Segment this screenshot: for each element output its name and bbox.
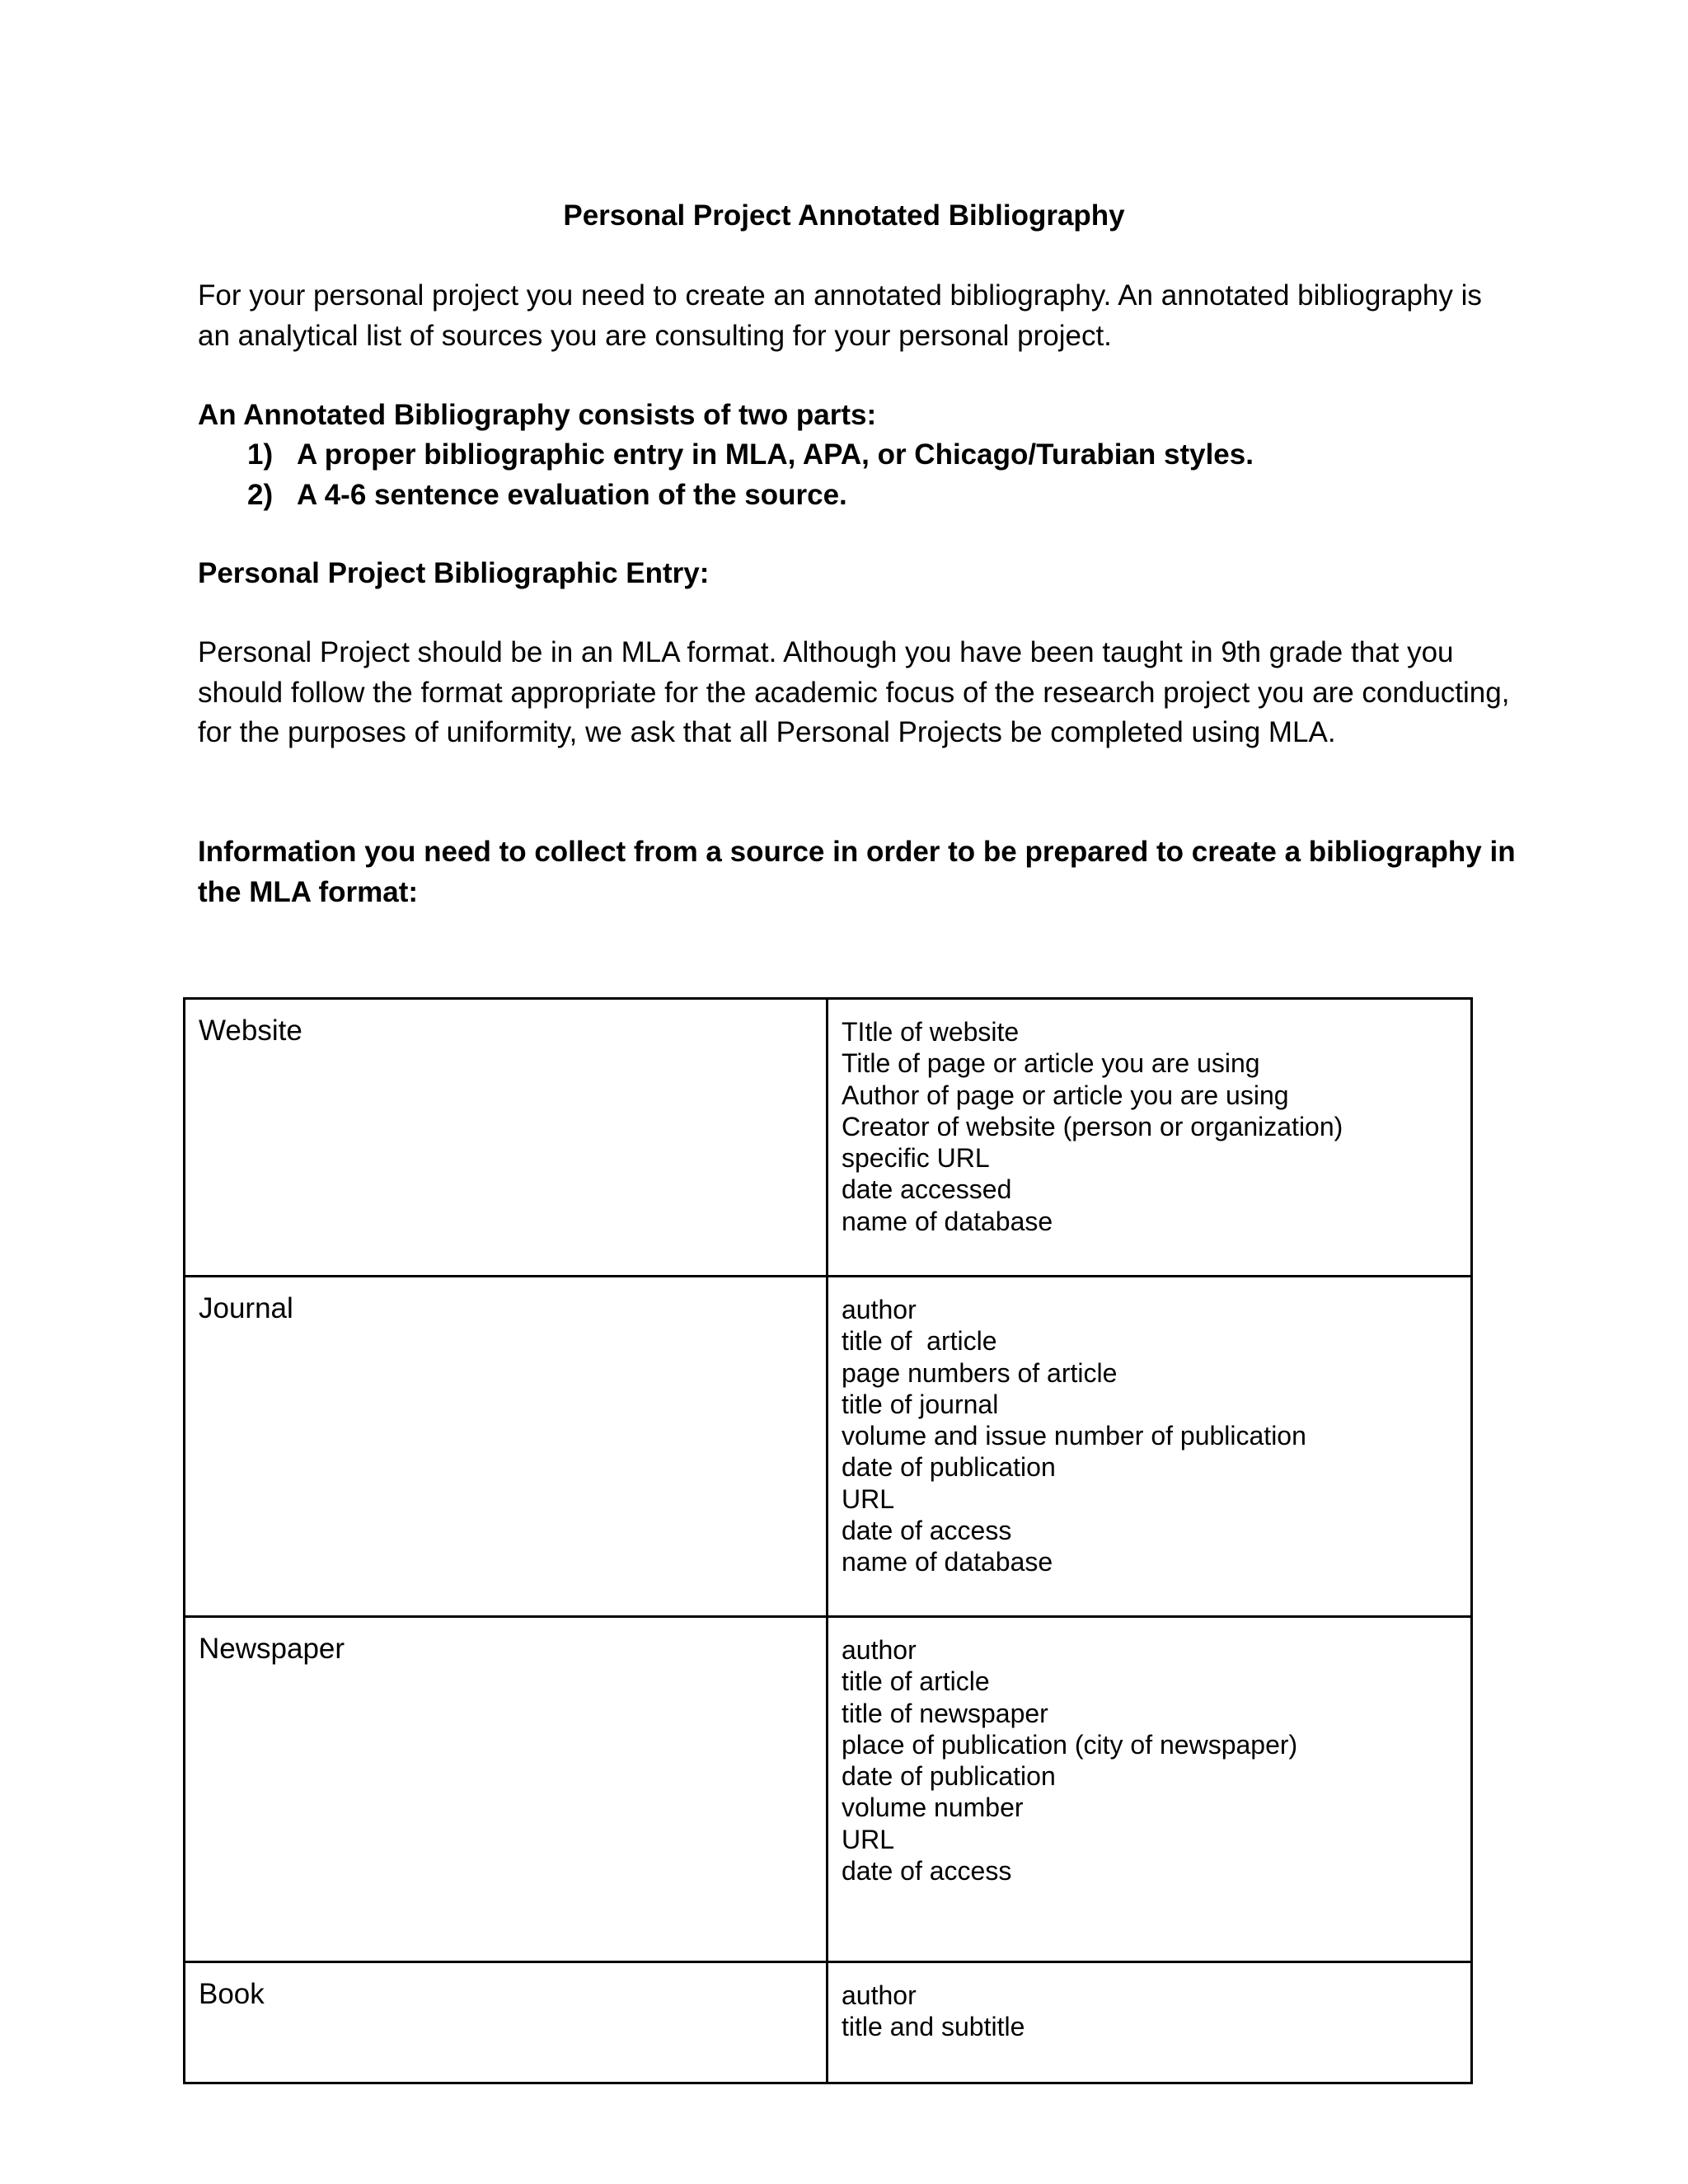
info-item: date of access <box>842 1516 1012 1546</box>
sources-table <box>183 997 1473 2084</box>
source-info-cell <box>828 1962 1472 2083</box>
info-item: page numbers of article <box>842 1357 1118 1388</box>
info-item: URL <box>842 1483 895 1514</box>
parts-heading: An Annotated Bibliography consists of two parts: <box>198 399 877 431</box>
info-item: TItle of website <box>842 1017 1020 1047</box>
bibliographic-entry-heading: Personal Project Bibliographic Entry: <box>198 557 710 589</box>
source-type-cell: Newspaper <box>185 1617 828 1962</box>
parts-list-text: A proper bibliographic entry in MLA, APA, or Chicago/Turabian styles. <box>297 438 1254 471</box>
source-type-cell: Website <box>185 999 828 1277</box>
table-row <box>185 999 1472 1277</box>
info-item: title of journal <box>842 1389 999 1419</box>
mla-format-paragraph: Personal Project should be in an MLA format. Although you have been taught in 9th grade that you should follow the format appropriate for the academic focus of the research project you are conducting, for the purposes of uniformity, we ask that all Personal Projects be completed using MLA. <box>198 636 1510 748</box>
info-item: title of article <box>842 1666 990 1697</box>
info-item: date of access <box>842 1856 1012 1886</box>
info-item: place of publication (city of newspaper) <box>842 1729 1298 1760</box>
table-row <box>185 1962 1472 2083</box>
info-item: date of publication <box>842 1761 1056 1792</box>
info-item: Author of page or article you are using <box>842 1080 1289 1110</box>
source-info-cell <box>828 1617 1472 1962</box>
parts-list-number: 1) <box>247 438 274 471</box>
info-item: volume number <box>842 1793 1024 1823</box>
document-title: Personal Project Annotated Bibliography <box>563 199 1125 232</box>
parts-list-text: A 4-6 sentence evaluation of the source. <box>297 478 847 511</box>
info-item: title of article <box>842 1326 997 1357</box>
info-item: volume and issue number of publication <box>842 1421 1306 1451</box>
info-item: title of newspaper <box>842 1698 1048 1728</box>
intro-paragraph: For your personal project you need to create an annotated bibliography. An annotated bibliography is an analytical list of sources you are consulting for your personal project. <box>198 279 1482 352</box>
info-item: name of database <box>842 1206 1053 1236</box>
table-row <box>185 1277 1472 1617</box>
table-row <box>185 1617 1472 1962</box>
collect-info-heading: Information you need to collect from a source in order to be prepared to create a bibliography in the MLA format: <box>198 836 1516 908</box>
info-item: date accessed <box>842 1174 1012 1205</box>
info-item: specific URL <box>842 1143 990 1174</box>
info-item: name of database <box>842 1547 1053 1577</box>
info-item: title and subtitle <box>842 2012 1025 2042</box>
parts-list-number: 2) <box>247 478 274 511</box>
parts-list-item <box>247 476 1517 516</box>
info-item: author <box>842 1295 917 1324</box>
source-info-cell <box>828 999 1472 1277</box>
source-type-cell: Book <box>185 1962 828 2083</box>
info-item: Title of page or article you are using <box>842 1048 1260 1079</box>
parts-list <box>247 435 1517 515</box>
info-item: author <box>842 1980 917 2010</box>
parts-list-item <box>247 435 1517 476</box>
source-type-cell: Journal <box>185 1277 828 1617</box>
info-item: date of publication <box>842 1452 1056 1483</box>
info-item: author <box>842 1635 917 1665</box>
source-info-cell <box>828 1277 1472 1617</box>
info-item: Creator of website (person or organization) <box>842 1111 1343 1141</box>
info-item: URL <box>842 1824 895 1854</box>
